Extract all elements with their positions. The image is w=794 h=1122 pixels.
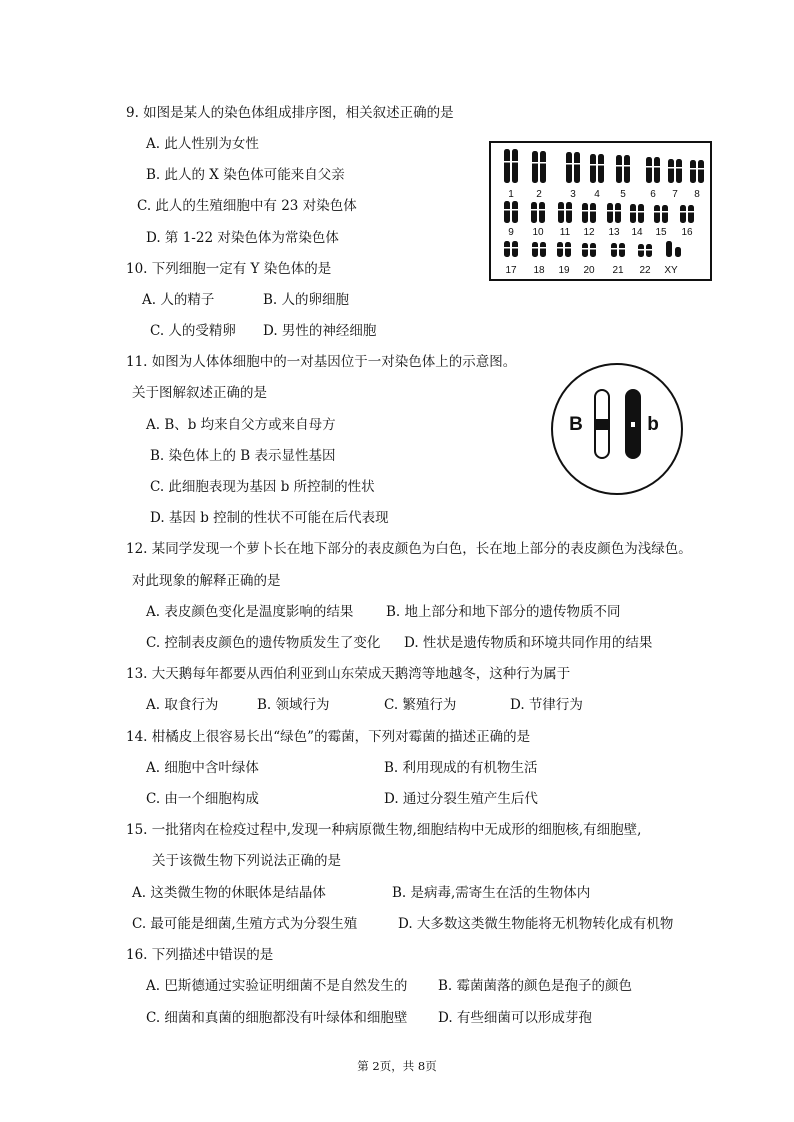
karyotype-label-9: 9	[508, 227, 514, 238]
q11-option-c: C. 此细胞表现为基因 b 所控制的性状	[150, 479, 375, 495]
karyotype-centromere	[512, 209, 518, 211]
karyotype-chromosome	[532, 242, 538, 257]
karyotype-label-1: 1	[508, 189, 514, 200]
karyotype-label-17: 17	[505, 265, 517, 276]
gene-label-dominant: B	[569, 414, 583, 435]
karyotype-sex-chromosome	[666, 241, 672, 257]
q9-option-b: B. 此人的 X 染色体可能来自父亲	[146, 167, 345, 183]
karyotype-centromere	[690, 168, 696, 170]
karyotype-centromere	[662, 211, 668, 213]
karyotype-chromosome	[512, 241, 518, 257]
q9-option-a: A. 此人性别为女性	[146, 136, 259, 152]
karyotype-centromere	[654, 166, 660, 168]
karyotype-label-13: 13	[608, 227, 620, 238]
karyotype-label-12: 12	[583, 227, 595, 238]
karyotype-centromere	[558, 209, 564, 211]
karyotype-centromere	[532, 162, 538, 164]
karyotype-centromere	[590, 248, 596, 250]
karyotype-chromosome	[646, 157, 652, 183]
karyotype-label-19: 19	[558, 265, 570, 276]
karyotype-chromosome	[558, 202, 564, 223]
karyotype-chromosome	[598, 154, 604, 183]
karyotype-centromere	[566, 163, 572, 165]
karyotype-chromosome	[566, 202, 572, 223]
karyotype-chromosome	[698, 160, 704, 183]
karyotype-centromere	[611, 248, 617, 250]
karyotype-chromosome	[680, 205, 686, 223]
karyotype-chromosome	[616, 155, 622, 183]
karyotype-centromere	[574, 163, 580, 165]
q10-option-d: D. 男性的神经细胞	[263, 323, 377, 339]
q11-option-d: D. 基因 b 控制的性状不可能在后代表现	[150, 510, 389, 526]
gene-label-recessive: b	[647, 414, 659, 435]
karyotype-chromosome	[611, 243, 617, 257]
q9-stem: 9. 如图是某人的染色体组成排序图，相关叙述正确的是	[126, 105, 454, 121]
karyotype-centromere	[566, 209, 572, 211]
q14-option-d: D. 通过分裂生殖产生后代	[384, 791, 538, 807]
karyotype-chromosome	[676, 159, 682, 183]
q16-option-b: B. 霉菌菌落的颜色是孢子的颜色	[438, 978, 633, 994]
karyotype-chromosome	[557, 242, 563, 257]
karyotype-label-16: 16	[681, 227, 693, 238]
karyotype-chromosome	[540, 151, 546, 183]
karyotype-centromere	[624, 165, 630, 167]
karyotype-centromere	[676, 167, 682, 169]
q15-option-b: B. 是病毒,需寄生在活的生物体内	[392, 885, 591, 901]
q12-option-d: D. 性状是遗传物质和环境共同作用的结果	[404, 635, 653, 651]
karyotype-chromosome	[668, 159, 674, 183]
karyotype-chromosome	[531, 202, 537, 223]
karyotype-chromosome	[504, 201, 510, 223]
karyotype-chromosome	[638, 204, 644, 223]
karyotype-chromosome	[607, 203, 613, 223]
q9-option-d: D. 第 1-22 对染色体为常染色体	[146, 230, 339, 246]
karyotype-chromosome	[512, 201, 518, 223]
karyotype-centromere	[630, 211, 636, 213]
karyotype-label-18: 18	[533, 265, 545, 276]
q13-option-b: B. 领域行为	[257, 697, 330, 713]
q13-option-c: C. 繁殖行为	[384, 697, 457, 713]
q14-option-c: C. 由一个细胞构成	[146, 791, 259, 807]
karyotype-chromosome	[574, 152, 580, 183]
karyotype-centromere	[590, 210, 596, 212]
karyotype-centromere	[638, 249, 644, 251]
karyotype-chromosome	[630, 204, 636, 223]
q14-stem: 14. 柑橘皮上很容易长出“绿色”的霉菌，下列对霉菌的描述正确的是	[126, 729, 531, 745]
gene-b-recessive-band	[631, 422, 635, 427]
karyotype-label-8: 8	[694, 189, 700, 200]
karyotype-centromere	[512, 161, 518, 163]
q12-stem-continued: 对此现象的解释正确的是	[132, 573, 281, 589]
q11-stem-continued: 关于图解叙述正确的是	[132, 385, 267, 401]
karyotype-centromere	[540, 162, 546, 164]
q15-option-a: A. 这类微生物的休眠体是结晶体	[132, 885, 326, 901]
karyotype-chromosome	[590, 243, 596, 257]
q11-option-b: B. 染色体上的 B 表示显性基因	[150, 448, 336, 464]
q14-option-a: A. 细胞中含叶绿体	[146, 760, 259, 776]
q14-option-b: B. 利用现成的有机物生活	[384, 760, 538, 776]
q15-stem-continued: 关于该微生物下列说法正确的是	[152, 853, 341, 869]
karyotype-centromere	[532, 247, 538, 249]
q12-option-c: C. 控制表皮颜色的遗传物质发生了变化	[146, 635, 381, 651]
karyotype-centromere	[539, 209, 545, 211]
karyotype-chromosome	[504, 241, 510, 257]
karyotype-centromere	[557, 247, 563, 249]
gene-pair-figure	[547, 358, 687, 500]
karyotype-label-21: 21	[612, 265, 624, 276]
karyotype-centromere	[531, 209, 537, 211]
q10-stem: 10. 下列细胞一定有 Y 染色体的是	[126, 261, 332, 277]
karyotype-chromosome	[532, 151, 538, 183]
karyotype-chromosome	[539, 202, 545, 223]
q10-option-a: A. 人的精子	[142, 292, 215, 308]
karyotype-centromere	[582, 248, 588, 250]
karyotype-chromosome	[662, 205, 668, 223]
karyotype-sex-chromosome	[675, 247, 681, 257]
karyotype-centromere	[646, 166, 652, 168]
karyotype-label-7: 7	[672, 189, 678, 200]
karyotype-label-14: 14	[631, 227, 643, 238]
karyotype-label-10: 10	[532, 227, 544, 238]
karyotype-centromere	[638, 211, 644, 213]
page-number-footer: 第 2页，共 8页	[357, 1059, 437, 1073]
karyotype-chromosome	[566, 152, 572, 183]
karyotype-chromosome	[590, 203, 596, 223]
q16-option-c: C. 细菌和真菌的细胞都没有叶绿体和细胞壁	[146, 1010, 408, 1026]
q16-option-a: A. 巴斯德通过实验证明细菌不是自然发生的	[146, 978, 408, 994]
karyotype-label-3: 3	[570, 189, 576, 200]
gene-b-dominant-band	[595, 419, 609, 430]
q13-option-a: A. 取食行为	[146, 697, 219, 713]
q15-stem: 15. 一批猪肉在检疫过程中,发现一种病原微生物,细胞结构中无成形的细胞核,有细胞壁,	[126, 822, 642, 838]
q16-stem: 16. 下列描述中错误的是	[126, 947, 274, 963]
karyotype-chromosome	[590, 154, 596, 183]
karyotype-centromere	[616, 165, 622, 167]
q10-option-b: B. 人的卵细胞	[263, 292, 350, 308]
karyotype-label-2: 2	[536, 189, 542, 200]
karyotype-label-xy: XY	[664, 265, 678, 276]
karyotype-centromere	[698, 168, 704, 170]
q11-stem: 11. 如图为人体体细胞中的一对基因位于一对染色体上的示意图。	[126, 354, 517, 370]
q15-option-c: C. 最可能是细菌,生殖方式为分裂生殖	[132, 916, 358, 932]
q10-option-c: C. 人的受精卵	[150, 323, 236, 339]
karyotype-centromere	[590, 164, 596, 166]
karyotype-centromere	[565, 247, 571, 249]
karyotype-chromosome	[690, 160, 696, 183]
q12-option-a: A. 表皮颜色变化是温度影响的结果	[146, 604, 354, 620]
karyotype-centromere	[680, 211, 686, 213]
karyotype-centromere	[504, 209, 510, 211]
karyotype-label-5: 5	[620, 189, 626, 200]
karyotype-label-22: 22	[639, 265, 651, 276]
q12-option-b: B. 地上部分和地下部分的遗传物质不同	[386, 604, 621, 620]
karyotype-centromere	[582, 210, 588, 212]
karyotype-label-4: 4	[594, 189, 600, 200]
karyotype-chromosome	[504, 149, 510, 183]
karyotype-centromere	[504, 247, 510, 249]
q13-stem: 13. 大天鹅每年都要从西伯利亚到山东荣成天鹅湾等地越冬，这种行为属于	[126, 666, 571, 682]
karyotype-centromere	[646, 249, 652, 251]
karyotype-label-6: 6	[650, 189, 656, 200]
karyotype-chromosome	[624, 155, 630, 183]
karyotype-chromosome	[512, 149, 518, 183]
karyotype-centromere	[688, 211, 694, 213]
karyotype-chromosome	[565, 242, 571, 257]
karyotype-figure	[489, 141, 712, 281]
karyotype-centromere	[598, 164, 604, 166]
karyotype-chromosome	[582, 203, 588, 223]
karyotype-centromere	[512, 247, 518, 249]
karyotype-chromosome	[540, 242, 546, 257]
karyotype-centromere	[504, 161, 510, 163]
karyotype-chromosome	[619, 243, 625, 257]
karyotype-centromere	[619, 248, 625, 250]
q9-option-c: C. 此人的生殖细胞中有 23 对染色体	[137, 198, 357, 214]
karyotype-label-15: 15	[655, 227, 667, 238]
karyotype-chromosome	[582, 243, 588, 257]
karyotype-centromere	[540, 247, 546, 249]
q13-option-d: D. 节律行为	[510, 697, 583, 713]
karyotype-centromere	[607, 210, 613, 212]
karyotype-centromere	[654, 211, 660, 213]
q12-stem: 12. 某同学发现一个萝卜长在地下部分的表皮颜色为白色，长在地上部分的表皮颜色为浅绿色。	[126, 541, 692, 557]
q16-option-d: D. 有些细菌可以形成芽孢	[438, 1010, 592, 1026]
karyotype-centromere	[615, 210, 621, 212]
karyotype-label-11: 11	[559, 227, 571, 238]
q15-option-d: D. 大多数这类微生物能将无机物转化成有机物	[398, 916, 674, 932]
karyotype-chromosome	[688, 205, 694, 223]
karyotype-chromosome	[615, 203, 621, 223]
q11-option-a: A. B、b 均来自父方或来自母方	[146, 417, 336, 433]
karyotype-chromosome	[654, 205, 660, 223]
karyotype-centromere	[668, 167, 674, 169]
karyotype-label-20: 20	[583, 265, 595, 276]
karyotype-chromosome	[654, 157, 660, 183]
